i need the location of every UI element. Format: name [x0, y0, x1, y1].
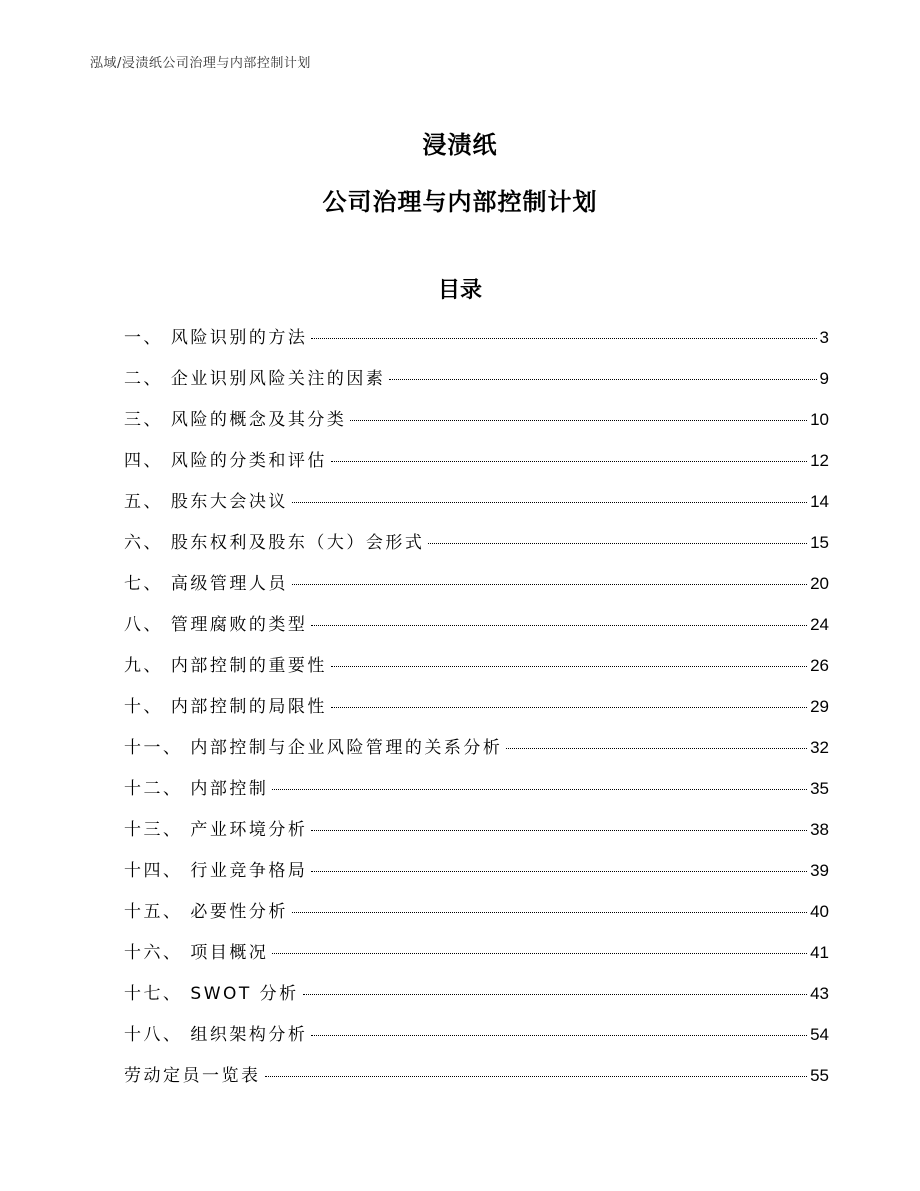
toc-entry[interactable]	[124, 528, 829, 569]
toc-entry[interactable]	[124, 323, 829, 364]
toc-entry-label: 十五、 必要性分析	[124, 902, 288, 922]
toc-entry-page: 35	[810, 779, 829, 798]
toc-leader-dots	[311, 830, 807, 831]
toc-leader-dots	[311, 1035, 807, 1036]
toc-entry-page: 15	[810, 533, 829, 552]
toc-entry-page: 24	[810, 615, 829, 634]
toc-leader-dots	[389, 379, 816, 380]
toc-leader-dots	[311, 871, 807, 872]
toc-leader-dots	[331, 461, 807, 462]
toc-entry[interactable]	[124, 1020, 829, 1061]
toc-entry[interactable]	[124, 938, 829, 979]
toc-leader-dots	[272, 789, 807, 790]
toc-entry-page: 20	[810, 574, 829, 593]
document-subtitle: 公司治理与内部控制计划	[322, 188, 598, 216]
toc-entry-label: 五、 股东大会决议	[124, 492, 288, 512]
toc-entry[interactable]	[124, 733, 829, 774]
toc-leader-dots	[292, 912, 807, 913]
toc-entry-page: 55	[810, 1066, 829, 1085]
toc-entry[interactable]	[124, 1061, 829, 1102]
toc-leader-dots	[272, 953, 807, 954]
toc-entry-label: 十七、 SWOT 分析	[124, 984, 299, 1004]
toc-leader-dots	[428, 543, 807, 544]
toc-entry-label: 劳动定员一览表	[124, 1066, 261, 1086]
toc-entry-label: 十三、 产业环境分析	[124, 820, 308, 840]
toc-entry-label: 十四、 行业竞争格局	[124, 861, 308, 881]
toc-entry-label: 六、 股东权利及股东（大）会形式	[124, 533, 425, 553]
toc-entry-label: 三、 风险的概念及其分类	[124, 410, 347, 430]
toc-entry[interactable]	[124, 446, 829, 487]
toc-entry-page: 29	[810, 697, 829, 716]
toc-entry-page: 10	[810, 410, 829, 429]
toc-entry-page: 26	[810, 656, 829, 675]
toc-entry[interactable]	[124, 979, 829, 1020]
toc-heading: 目录	[437, 278, 482, 303]
toc-entry-page: 32	[810, 738, 829, 757]
toc-entry[interactable]	[124, 815, 829, 856]
toc-entry-label: 四、 风险的分类和评估	[124, 451, 327, 471]
toc-leader-dots	[303, 994, 807, 995]
toc-leader-dots	[265, 1076, 808, 1077]
toc-leader-dots	[311, 338, 816, 339]
toc-leader-dots	[331, 666, 807, 667]
toc-entry[interactable]	[124, 692, 829, 733]
document-title: 浸渍纸	[422, 131, 498, 159]
toc-entry-label: 十六、 项目概况	[124, 943, 269, 963]
toc-entry[interactable]	[124, 610, 829, 651]
running-header: 泓域/浸渍纸公司治理与内部控制计划	[90, 56, 311, 71]
table-of-contents	[124, 323, 829, 1102]
toc-entry[interactable]	[124, 856, 829, 897]
toc-entry-label: 十一、 内部控制与企业风险管理的关系分析	[124, 738, 503, 758]
toc-entry-page: 38	[810, 820, 829, 839]
toc-entry-page: 9	[819, 369, 829, 388]
toc-entry[interactable]	[124, 651, 829, 692]
toc-entry-page: 3	[819, 328, 829, 347]
toc-entry-label: 七、 高级管理人员	[124, 574, 288, 594]
toc-entry-page: 40	[810, 902, 829, 921]
toc-entry[interactable]	[124, 405, 829, 446]
toc-entry[interactable]	[124, 487, 829, 528]
toc-entry-label: 十八、 组织架构分析	[124, 1025, 308, 1045]
toc-leader-dots	[292, 584, 807, 585]
toc-entry-label: 九、 内部控制的重要性	[124, 656, 327, 676]
toc-leader-dots	[311, 625, 807, 626]
toc-entry-page: 39	[810, 861, 829, 880]
toc-entry-label: 二、 企业识别风险关注的因素	[124, 369, 386, 389]
toc-entry-page: 43	[810, 984, 829, 1003]
toc-entry-page: 41	[810, 943, 829, 962]
toc-entry[interactable]	[124, 774, 829, 815]
toc-leader-dots	[292, 502, 807, 503]
toc-entry-label: 一、 风险识别的方法	[124, 328, 308, 348]
toc-entry[interactable]	[124, 364, 829, 405]
toc-entry-page: 14	[810, 492, 829, 511]
toc-leader-dots	[350, 420, 807, 421]
toc-leader-dots	[506, 748, 807, 749]
toc-entry-label: 十、 内部控制的局限性	[124, 697, 327, 717]
toc-entry-label: 十二、 内部控制	[124, 779, 269, 799]
toc-leader-dots	[331, 707, 807, 708]
toc-entry-page: 12	[810, 451, 829, 470]
toc-entry-page: 54	[810, 1025, 829, 1044]
toc-entry-label: 八、 管理腐败的类型	[124, 615, 308, 635]
toc-entry[interactable]	[124, 569, 829, 610]
toc-entry[interactable]	[124, 897, 829, 938]
